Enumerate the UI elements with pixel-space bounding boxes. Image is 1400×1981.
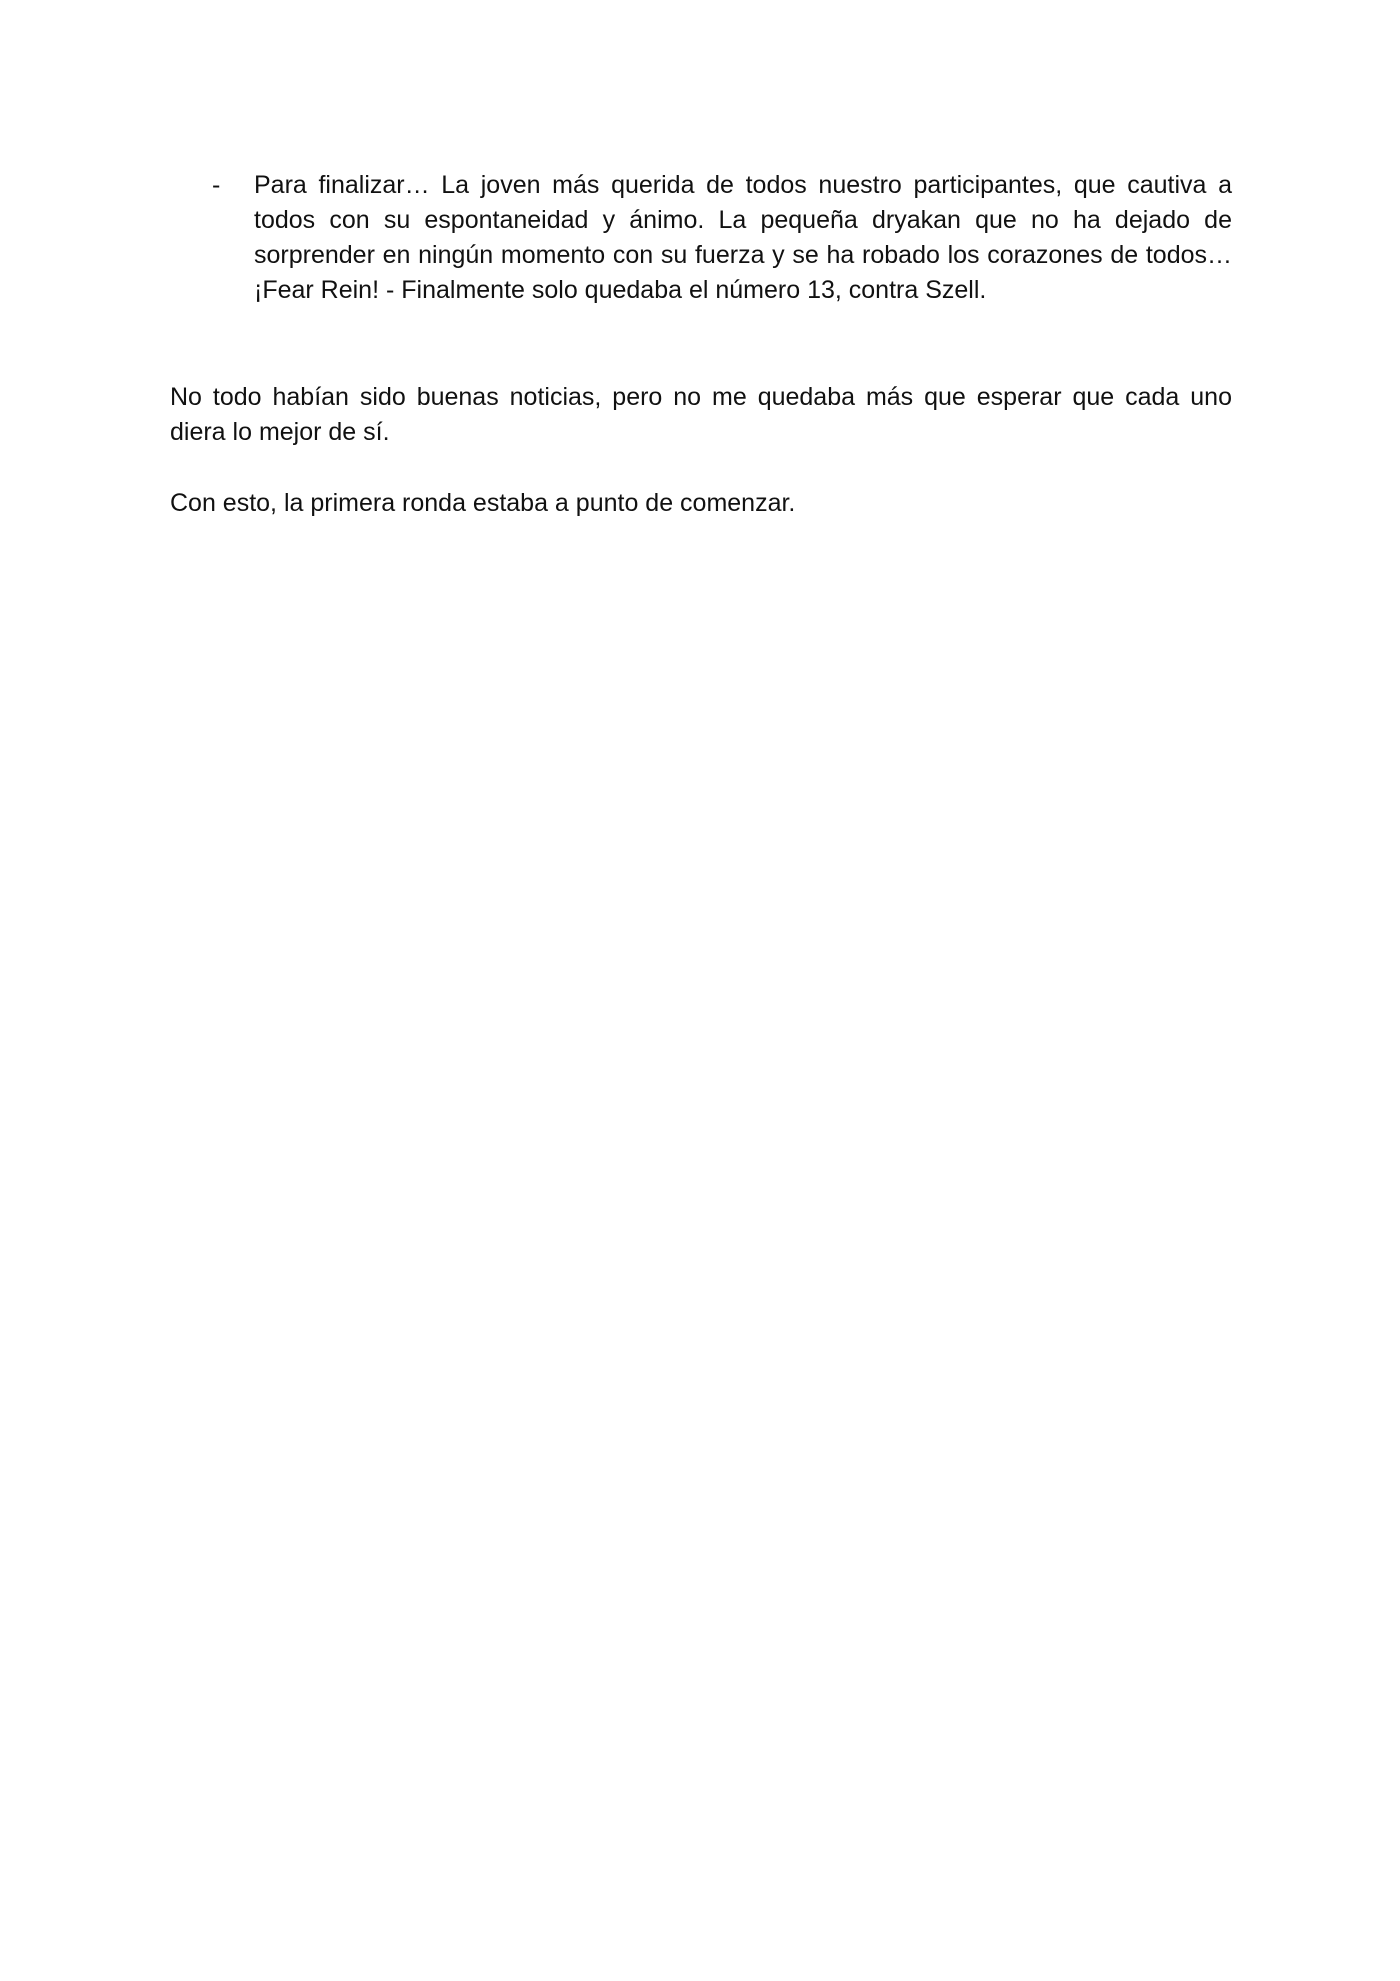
bullet-item xyxy=(170,168,1232,308)
document-body xyxy=(170,168,1232,521)
paragraph-2: Con esto, la primera ronda estaba a punto de comenzar. xyxy=(170,489,796,517)
bullet-marker: - xyxy=(212,171,221,199)
paragraph-1: No todo habían sido buenas noticias, pero no me quedaba más que esperar que cada uno diera lo mejor de sí. xyxy=(170,383,1232,446)
bullet-text: Para finalizar… La joven más querida de todos nuestro participantes, que cautiva a todos con su espontaneidad y ánimo. La pequeña dryakan que no ha dejado de sorprender en ningún momento con su fuerza y se ha robado los corazones de todos… ¡Fear Rein! - Finalmente solo quedaba el número 13, contra Szell. xyxy=(254,171,1232,304)
